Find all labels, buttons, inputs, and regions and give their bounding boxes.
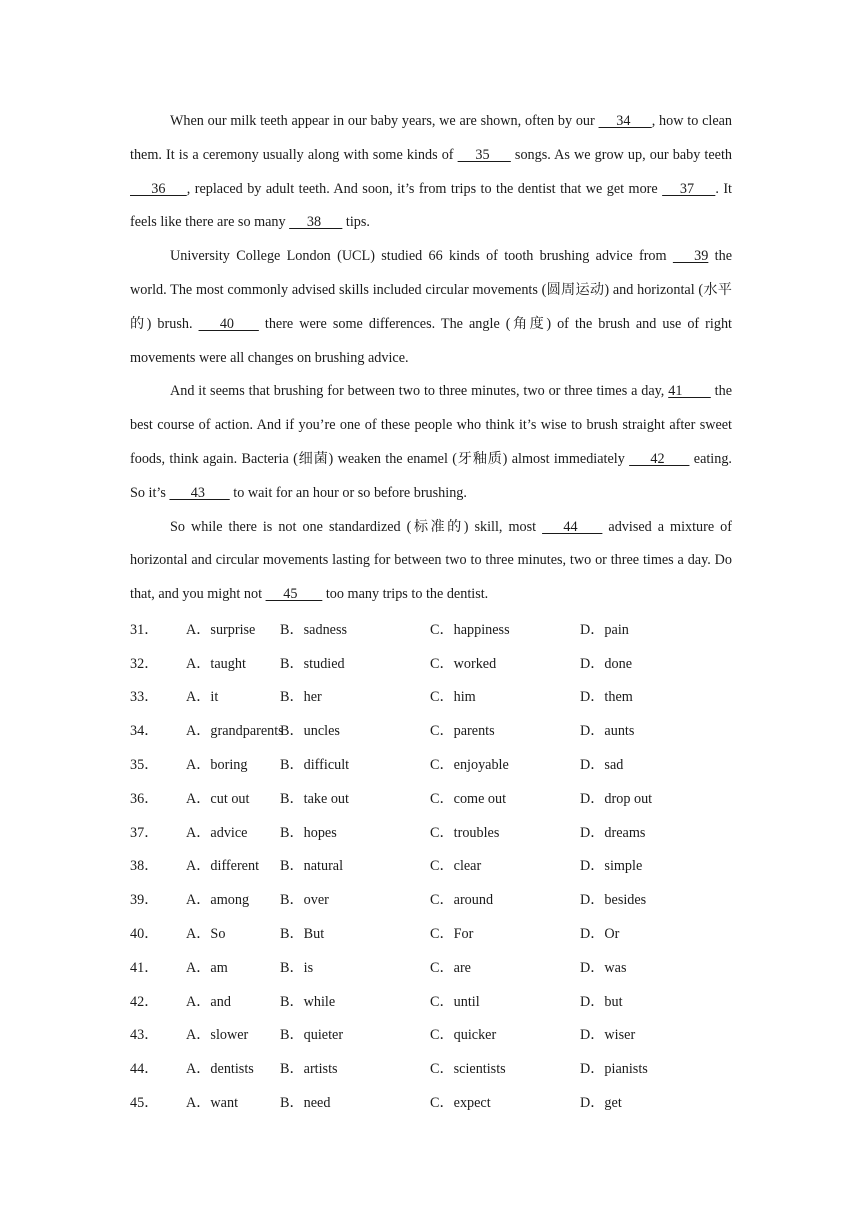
option-c[interactable]: C．until xyxy=(430,993,480,1010)
blank-34[interactable]: 34 xyxy=(598,113,652,129)
option-a[interactable]: A．am xyxy=(186,959,228,976)
text: University College London (UCL) studied 66 kinds of tooth brushing advice from xyxy=(170,248,673,265)
option-d[interactable]: D．sad xyxy=(580,757,624,774)
option-a[interactable]: A．dentists xyxy=(186,1061,254,1078)
option-d[interactable]: D．done xyxy=(580,655,633,672)
question-number: 42． xyxy=(130,993,159,1010)
text: the best course of action. And if you’re one of these people who think it’s wise to brush straight after sweet foods, think again. Bacteria (细菌) weaken the enamel (牙釉质) almost immediately xyxy=(130,383,732,467)
blank-40[interactable]: 40 xyxy=(198,315,259,332)
option-c[interactable]: C．enjoyable xyxy=(430,757,509,774)
option-b[interactable]: B．sadness xyxy=(280,621,347,638)
option-b[interactable]: B．take out xyxy=(280,790,349,807)
option-a[interactable]: A．it xyxy=(186,689,219,706)
paragraph-1 xyxy=(130,105,732,240)
question-number: 36． xyxy=(130,790,159,807)
option-b[interactable]: B．is xyxy=(280,959,314,976)
blank-38[interactable]: 38 xyxy=(289,214,343,231)
question-number: 32． xyxy=(130,655,159,672)
question-number: 45． xyxy=(130,1095,159,1112)
question-number: 41． xyxy=(130,959,159,976)
option-a[interactable]: A．and xyxy=(186,993,231,1010)
blank-36[interactable]: 36 xyxy=(130,180,187,197)
text: eating. So it’s xyxy=(130,450,732,501)
option-a[interactable]: A．boring xyxy=(186,757,248,774)
option-c[interactable]: C．clear xyxy=(430,858,482,875)
question-number: 39． xyxy=(130,892,159,909)
option-d[interactable]: D．besides xyxy=(580,892,647,909)
question-row xyxy=(130,1051,732,1085)
option-b[interactable]: B．artists xyxy=(280,1061,338,1078)
option-c[interactable]: C．happiness xyxy=(430,621,510,638)
option-c[interactable]: C．quicker xyxy=(430,1027,497,1044)
option-b[interactable]: B．while xyxy=(280,993,336,1010)
option-c[interactable]: C．around xyxy=(430,892,494,909)
text: So while there is not one standardized (标准的) skill, most xyxy=(170,518,543,535)
option-d[interactable]: D．dreams xyxy=(580,824,646,841)
option-b[interactable]: B．hopes xyxy=(280,824,337,841)
option-d[interactable]: D．aunts xyxy=(580,723,635,740)
blank-45[interactable]: 45 xyxy=(265,586,323,603)
option-d[interactable]: D．simple xyxy=(580,858,643,875)
blank-39[interactable]: 39 xyxy=(672,248,709,265)
option-a[interactable]: A．taught xyxy=(186,655,246,672)
text: , replaced by adult teeth. And soon, it’s from trips to the dentist that we get more xyxy=(186,180,663,197)
text: advised a mixture of horizontal and circular movements lasting for between two to three minutes, two or three times a day. Do that, and you might not xyxy=(130,518,732,603)
text: , how to clean them. It is a ceremony usually along with some kinds of xyxy=(130,113,733,163)
option-c[interactable]: C．For xyxy=(430,926,474,943)
option-d[interactable]: D．pain xyxy=(580,621,629,638)
question-number: 37． xyxy=(130,824,159,841)
option-c[interactable]: C．expect xyxy=(430,1095,491,1112)
option-a[interactable]: A．surprise xyxy=(186,621,256,638)
option-b[interactable]: B．natural xyxy=(280,858,344,875)
paragraph-4 xyxy=(130,511,732,612)
text: there were some differences. The angle (角度) of the brush and use of right movements were all changes on brushing advice. xyxy=(130,315,732,366)
question-number: 43． xyxy=(130,1027,159,1044)
question-row xyxy=(130,815,732,849)
question-row xyxy=(130,747,732,781)
option-d[interactable]: D．but xyxy=(580,993,623,1010)
text: the world. The most commonly advised skills included circular movements (圆周运动) and horizontal (水平的) brush. xyxy=(130,248,732,332)
question-options-list xyxy=(130,612,732,1119)
option-a[interactable]: A．grandparents xyxy=(186,723,284,740)
blank-41[interactable]: 41 xyxy=(668,383,711,400)
blank-42[interactable]: 42 xyxy=(629,450,690,467)
question-row xyxy=(130,680,732,714)
text: songs. As we grow up, our baby teeth xyxy=(510,146,732,163)
option-b[interactable]: B．difficult xyxy=(280,757,350,774)
question-row xyxy=(130,612,732,646)
option-b[interactable]: B．need xyxy=(280,1095,331,1112)
option-b[interactable]: B．her xyxy=(280,689,322,706)
passage xyxy=(130,105,732,612)
text: And it seems that brushing for between two to three minutes, two or three times a day, xyxy=(170,383,669,400)
option-d[interactable]: D．them xyxy=(580,689,633,706)
text: to wait for an hour or so before brushing. xyxy=(229,484,467,501)
question-row xyxy=(130,646,732,680)
question-row xyxy=(130,882,732,916)
text: too many trips to the dentist. xyxy=(322,586,489,603)
option-b[interactable]: B．uncles xyxy=(280,723,340,740)
blank-37[interactable]: 37 xyxy=(662,180,716,197)
paragraph-2 xyxy=(130,240,732,375)
question-row xyxy=(130,1018,732,1052)
paragraph-3 xyxy=(130,375,732,510)
option-d[interactable]: D．was xyxy=(580,959,627,976)
option-c[interactable]: C．worked xyxy=(430,655,497,672)
question-number: 40． xyxy=(130,926,159,943)
question-row xyxy=(130,916,732,950)
option-a[interactable]: A．among xyxy=(186,892,250,909)
option-a[interactable]: A．different xyxy=(186,858,260,875)
text: tips. xyxy=(342,214,370,231)
option-c[interactable]: C．troubles xyxy=(430,824,500,841)
option-b[interactable]: B．quieter xyxy=(280,1027,344,1044)
question-row xyxy=(130,713,732,747)
option-c[interactable]: C．him xyxy=(430,689,476,706)
question-row xyxy=(130,950,732,984)
option-a[interactable]: A．want xyxy=(186,1095,239,1112)
question-number: 44． xyxy=(130,1061,159,1078)
question-row xyxy=(130,781,732,815)
option-b[interactable]: B．But xyxy=(280,926,325,943)
option-c[interactable]: C．are xyxy=(430,959,471,976)
question-number: 38． xyxy=(130,858,159,875)
option-d[interactable]: D．get xyxy=(580,1095,622,1112)
blank-43[interactable]: 43 xyxy=(169,484,230,501)
option-a[interactable]: A．cut out xyxy=(186,790,250,807)
option-d[interactable]: D．drop out xyxy=(580,790,653,807)
option-a[interactable]: A．So xyxy=(186,926,226,943)
blank-44[interactable]: 44 xyxy=(542,518,603,535)
question-number: 33． xyxy=(130,689,159,706)
option-d[interactable]: D．Or xyxy=(580,926,620,943)
question-row xyxy=(130,1085,732,1119)
option-d[interactable]: D．wiser xyxy=(580,1027,636,1044)
option-c[interactable]: C．scientists xyxy=(430,1061,506,1078)
text: When our milk teeth appear in our baby years, we are shown, often by our xyxy=(170,113,599,129)
question-number: 34． xyxy=(130,723,159,740)
text: . It feels like there are so many xyxy=(130,180,732,231)
option-b[interactable]: B．over xyxy=(280,892,329,909)
question-number: 31． xyxy=(130,621,159,638)
option-c[interactable]: C．parents xyxy=(430,723,495,740)
option-a[interactable]: A．advice xyxy=(186,824,248,841)
blank-35[interactable]: 35 xyxy=(457,146,511,163)
question-number: 35． xyxy=(130,757,159,774)
option-b[interactable]: B．studied xyxy=(280,655,345,672)
question-row xyxy=(130,849,732,883)
option-a[interactable]: A．slower xyxy=(186,1027,249,1044)
option-d[interactable]: D．pianists xyxy=(580,1061,648,1078)
question-row xyxy=(130,984,732,1018)
option-c[interactable]: C．come out xyxy=(430,790,507,807)
